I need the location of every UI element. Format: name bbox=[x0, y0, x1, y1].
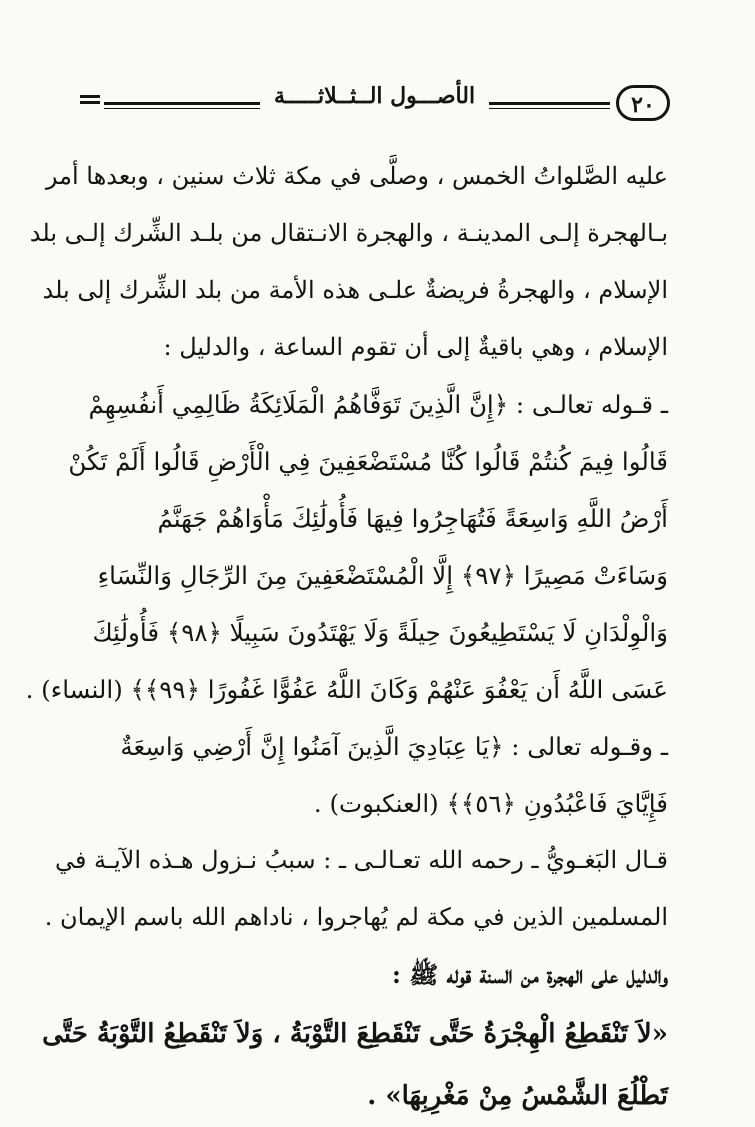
verse-line: قَالُوا فِيمَ كُنتُمْ قَالُوا كُنَّا مُسْتَضْعَفِينَ فِي الْأَرْضِ قَالُوا أَلَمْ تَكُنْ bbox=[68, 447, 668, 476]
text-line: قـال البَغـويُّ ـ رحمه الله تعـالـى ـ : سببُ نـزول هـذه الآيـة في bbox=[54, 846, 668, 874]
heading-line: والدليل على الهجرة من السنة قوله ﷺ : bbox=[392, 960, 668, 989]
running-header bbox=[80, 82, 670, 126]
verse-line: وَالْوِلْدَانِ لَا يَسْتَطِيعُونَ حِيلَةً وَلَا يَهْتَدُونَ سَبِيلًا ﴿٩٨﴾ فَأُولَٰئِكَ bbox=[92, 618, 668, 647]
verse-line: ـ وقـوله تعالى : ﴿يَا عِبَادِيَ الَّذِينَ آمَنُوا إِنَّ أَرْضِي وَاسِعَةٌ bbox=[120, 732, 668, 761]
page-body bbox=[25, 148, 668, 1127]
text-line: عليه الصَّلواتُ الخمس ، وصلَّى في مكة ثلاث سنين ، وبعدها أمر bbox=[45, 162, 668, 190]
page-number: ٢٠ bbox=[616, 85, 670, 121]
text-line: الإسلام ، وهي باقيةٌ إلى أن تقوم الساعة ، والدليل : bbox=[163, 333, 668, 361]
verse-line: فَإِيَّايَ فَاعْبُدُونِ ﴿٥٦﴾﴾ (العنكبوت) . bbox=[313, 789, 668, 818]
hadith-line: تَطْلُعَ الشَّمْسُ مِنْ مَغْرِبِهَا» . bbox=[367, 1081, 668, 1111]
header-ornament-icon bbox=[80, 95, 100, 111]
book-title: الأصـــول الــثــلاثـــــة bbox=[260, 83, 489, 109]
verse-line: عَسَى اللَّهُ أَن يَعْفُوَ عَنْهُمْ وَكَانَ اللَّهُ عَفُوًّا غَفُورًا ﴿٩٩﴾﴾ (النساء) . bbox=[25, 675, 668, 704]
hadith-line: «لاَ تَنْقَطِعُ الْهِجْرَةُ حَتَّى تَنْقَطِعَ التَّوْبَةُ ، وَلاَ تَنْقَطِعُ التَّوْبَةُ حَتَّى bbox=[42, 1019, 668, 1049]
verse-line: أَرْضُ اللَّهِ وَاسِعَةً فَتُهَاجِرُوا فِيهَا فَأُولَٰئِكَ مَأْوَاهُمْ جَهَنَّمُ bbox=[157, 504, 668, 533]
text-line: المسلمين الذين في مكة لم يُهاجروا ، ناداهم الله باسم الإيمان . bbox=[44, 903, 668, 931]
text-line: بـالهجرة إلـى المدينـة ، والهجرة الانـتقال من بلـد الشِّرك إلـى بلد bbox=[29, 219, 668, 247]
text-line: الإسلام ، والهجرةُ فريضةٌ علـى هذه الأمة من بلد الشِّرك إلى بلد bbox=[42, 276, 668, 304]
verse-line: وَسَاءَتْ مَصِيرًا ﴿٩٧﴾ إِلَّا الْمُسْتَضْعَفِينَ مِنَ الرِّجَالِ وَالنِّسَاءِ bbox=[97, 561, 668, 590]
verse-line: ـ قـوله تعالـى : ﴿إِنَّ الَّذِينَ تَوَفَّاهُمُ الْمَلَائِكَةُ ظَالِمِي أَنفُسِهِمْ bbox=[88, 390, 668, 419]
